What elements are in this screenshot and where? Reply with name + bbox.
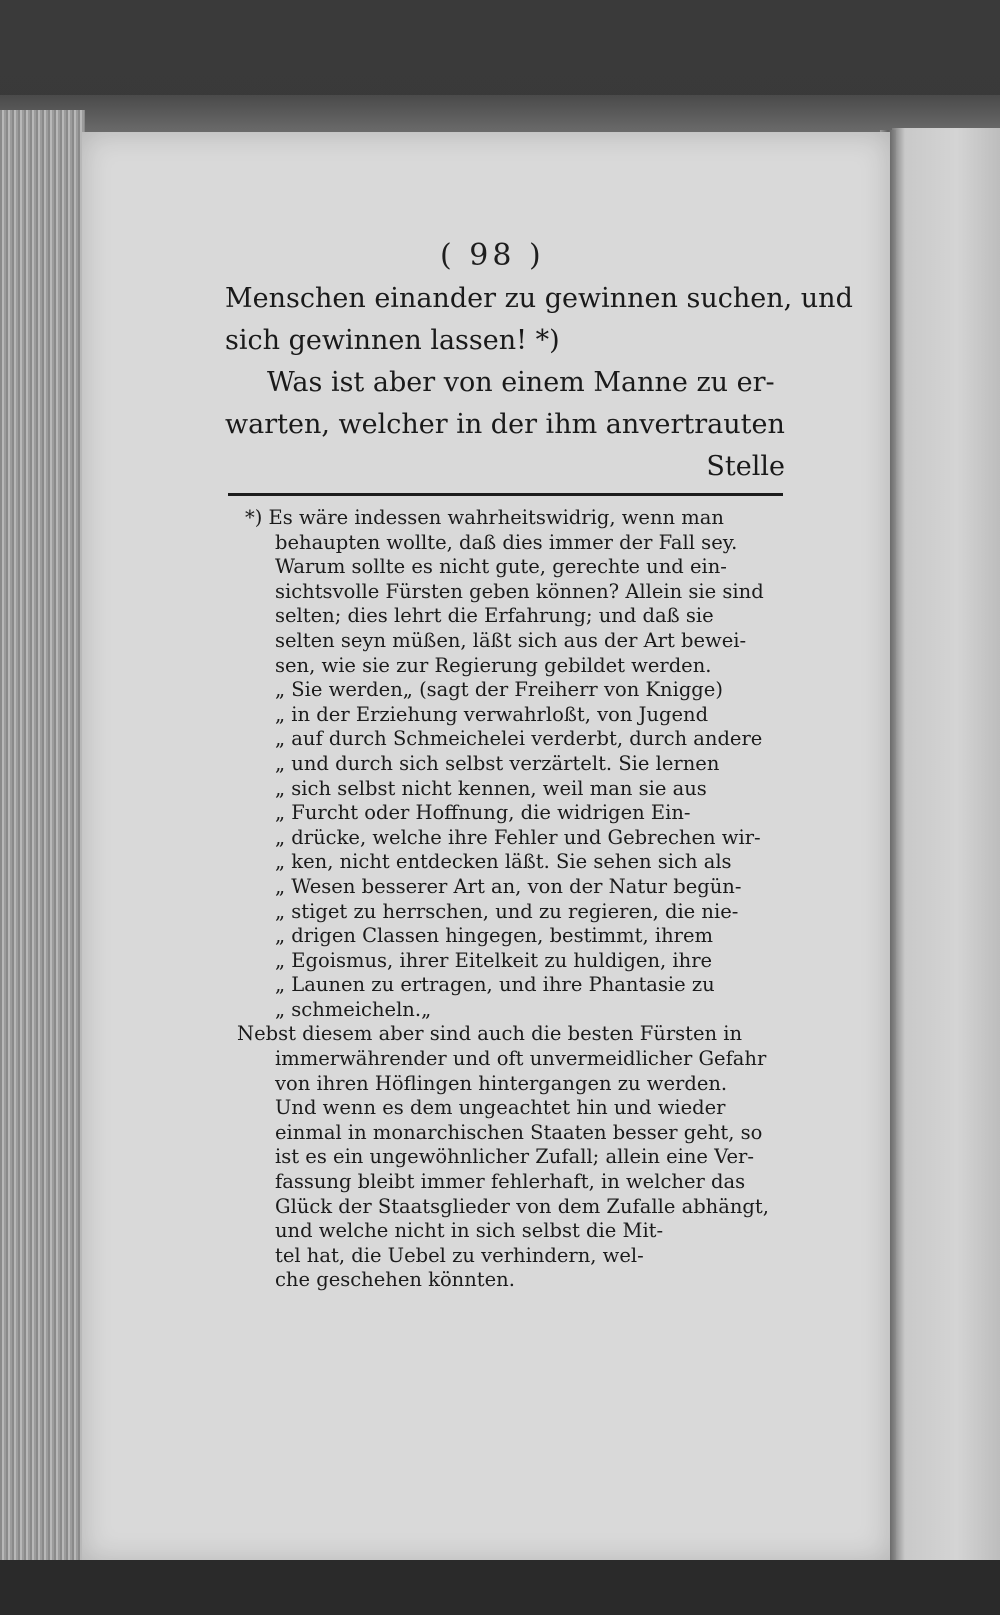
footnote-line: Warum sollte es nicht gute, gerechte und ein- [275,555,727,579]
main-line: sich gewinnen lassen! *) [225,325,560,356]
main-line: Menschen einander zu gewinnen suchen, und [225,283,853,314]
footnote-line: „ schmeicheln.„ [275,997,432,1021]
page-number: ( 98 ) [440,238,545,273]
footnote-line: selten; dies lehrt die Erfahrung; und daß sie [275,604,714,628]
footnote-line: Und wenn es dem ungeachtet hin und wieder [275,1096,726,1120]
page-stack-left [0,110,85,1570]
main-line: Was ist aber von einem Manne zu er- [267,367,775,398]
footnote-line: und welche nicht in sich selbst die Mit- [275,1219,664,1243]
footnote-line: „ und durch sich selbst verzärtelt. Sie lernen [275,751,720,775]
footnote-line: Glück der Staatsglieder von dem Zufalle abhängt, [275,1194,769,1218]
footnote-line: „ auf durch Schmeichelei verderbt, durch andere [275,727,763,751]
footnote-line: „ Launen zu ertragen, und ihre Phantasie zu [275,973,715,997]
footnote-line: sen, wie sie zur Regierung gebildet werden. [275,653,712,677]
footnote-rule [228,493,783,496]
footnote-line: behaupten wollte, daß dies immer der Fall sey. [275,530,738,554]
footnote-line: „ sich selbst nicht kennen, weil man sie aus [275,776,707,800]
footnote-line: „ drigen Classen hingegen, bestimmt, ihrem [275,924,714,948]
footnote-line: „ Sie werden„ (sagt der Freiherr von Knigge) [275,678,723,702]
footnote-line: tel hat, die Uebel zu verhindern, wel- [275,1243,644,1267]
catchword: Stelle [706,451,785,482]
facing-page [892,128,1000,1578]
footnote-line: „ stiget zu herrschen, und zu regieren, die nie- [275,899,739,923]
footnote-line: Nebst diesem aber sind auch die besten Fürsten in [237,1022,743,1046]
footnote-line: von ihren Höflingen hintergangen zu werden. [275,1071,728,1095]
footnote-line: *) Es wäre indessen wahrheitswidrig, wenn man [245,506,724,529]
footnote-line: ist es ein ungewöhnlicher Zufall; allein eine Ver- [275,1145,754,1169]
footnote-line: immerwährender und oft unvermeidlicher Gefahr [275,1047,767,1071]
footnote-line: „ Wesen besserer Art an, von der Natur begün- [275,874,742,898]
footnote-line: fassung bleibt immer fehlerhaft, in welcher das [275,1170,746,1194]
footnote-line: einmal in monarchischen Staaten besser geht, so [275,1120,763,1144]
book-top-edge [0,95,1000,135]
footnote-line: „ ken, nicht entdecken läßt. Sie sehen sich als [275,850,732,874]
bottom-shadow [0,1560,1000,1615]
footnote-line: „ in der Erziehung verwahrloßt, von Jugend [275,702,709,726]
footnote-line: „ drücke, welche ihre Fehler und Gebrechen wir- [275,825,761,849]
footnote-line: „ Furcht oder Hoffnung, die widrigen Ein- [275,801,691,825]
main-text [225,278,853,488]
footnote-line: che geschehen könnten. [275,1268,515,1292]
main-line: warten, welcher in der ihm anvertrauten [225,409,785,440]
footnote-line: sichtsvolle Fürsten geben können? Allein sie sind [275,579,764,603]
footnote-line: selten seyn müßen, läßt sich aus der Art bewei- [275,628,747,652]
footnote-line: „ Egoismus, ihrer Eitelkeit zu huldigen, ihre [275,948,713,972]
footnote [237,506,790,1293]
